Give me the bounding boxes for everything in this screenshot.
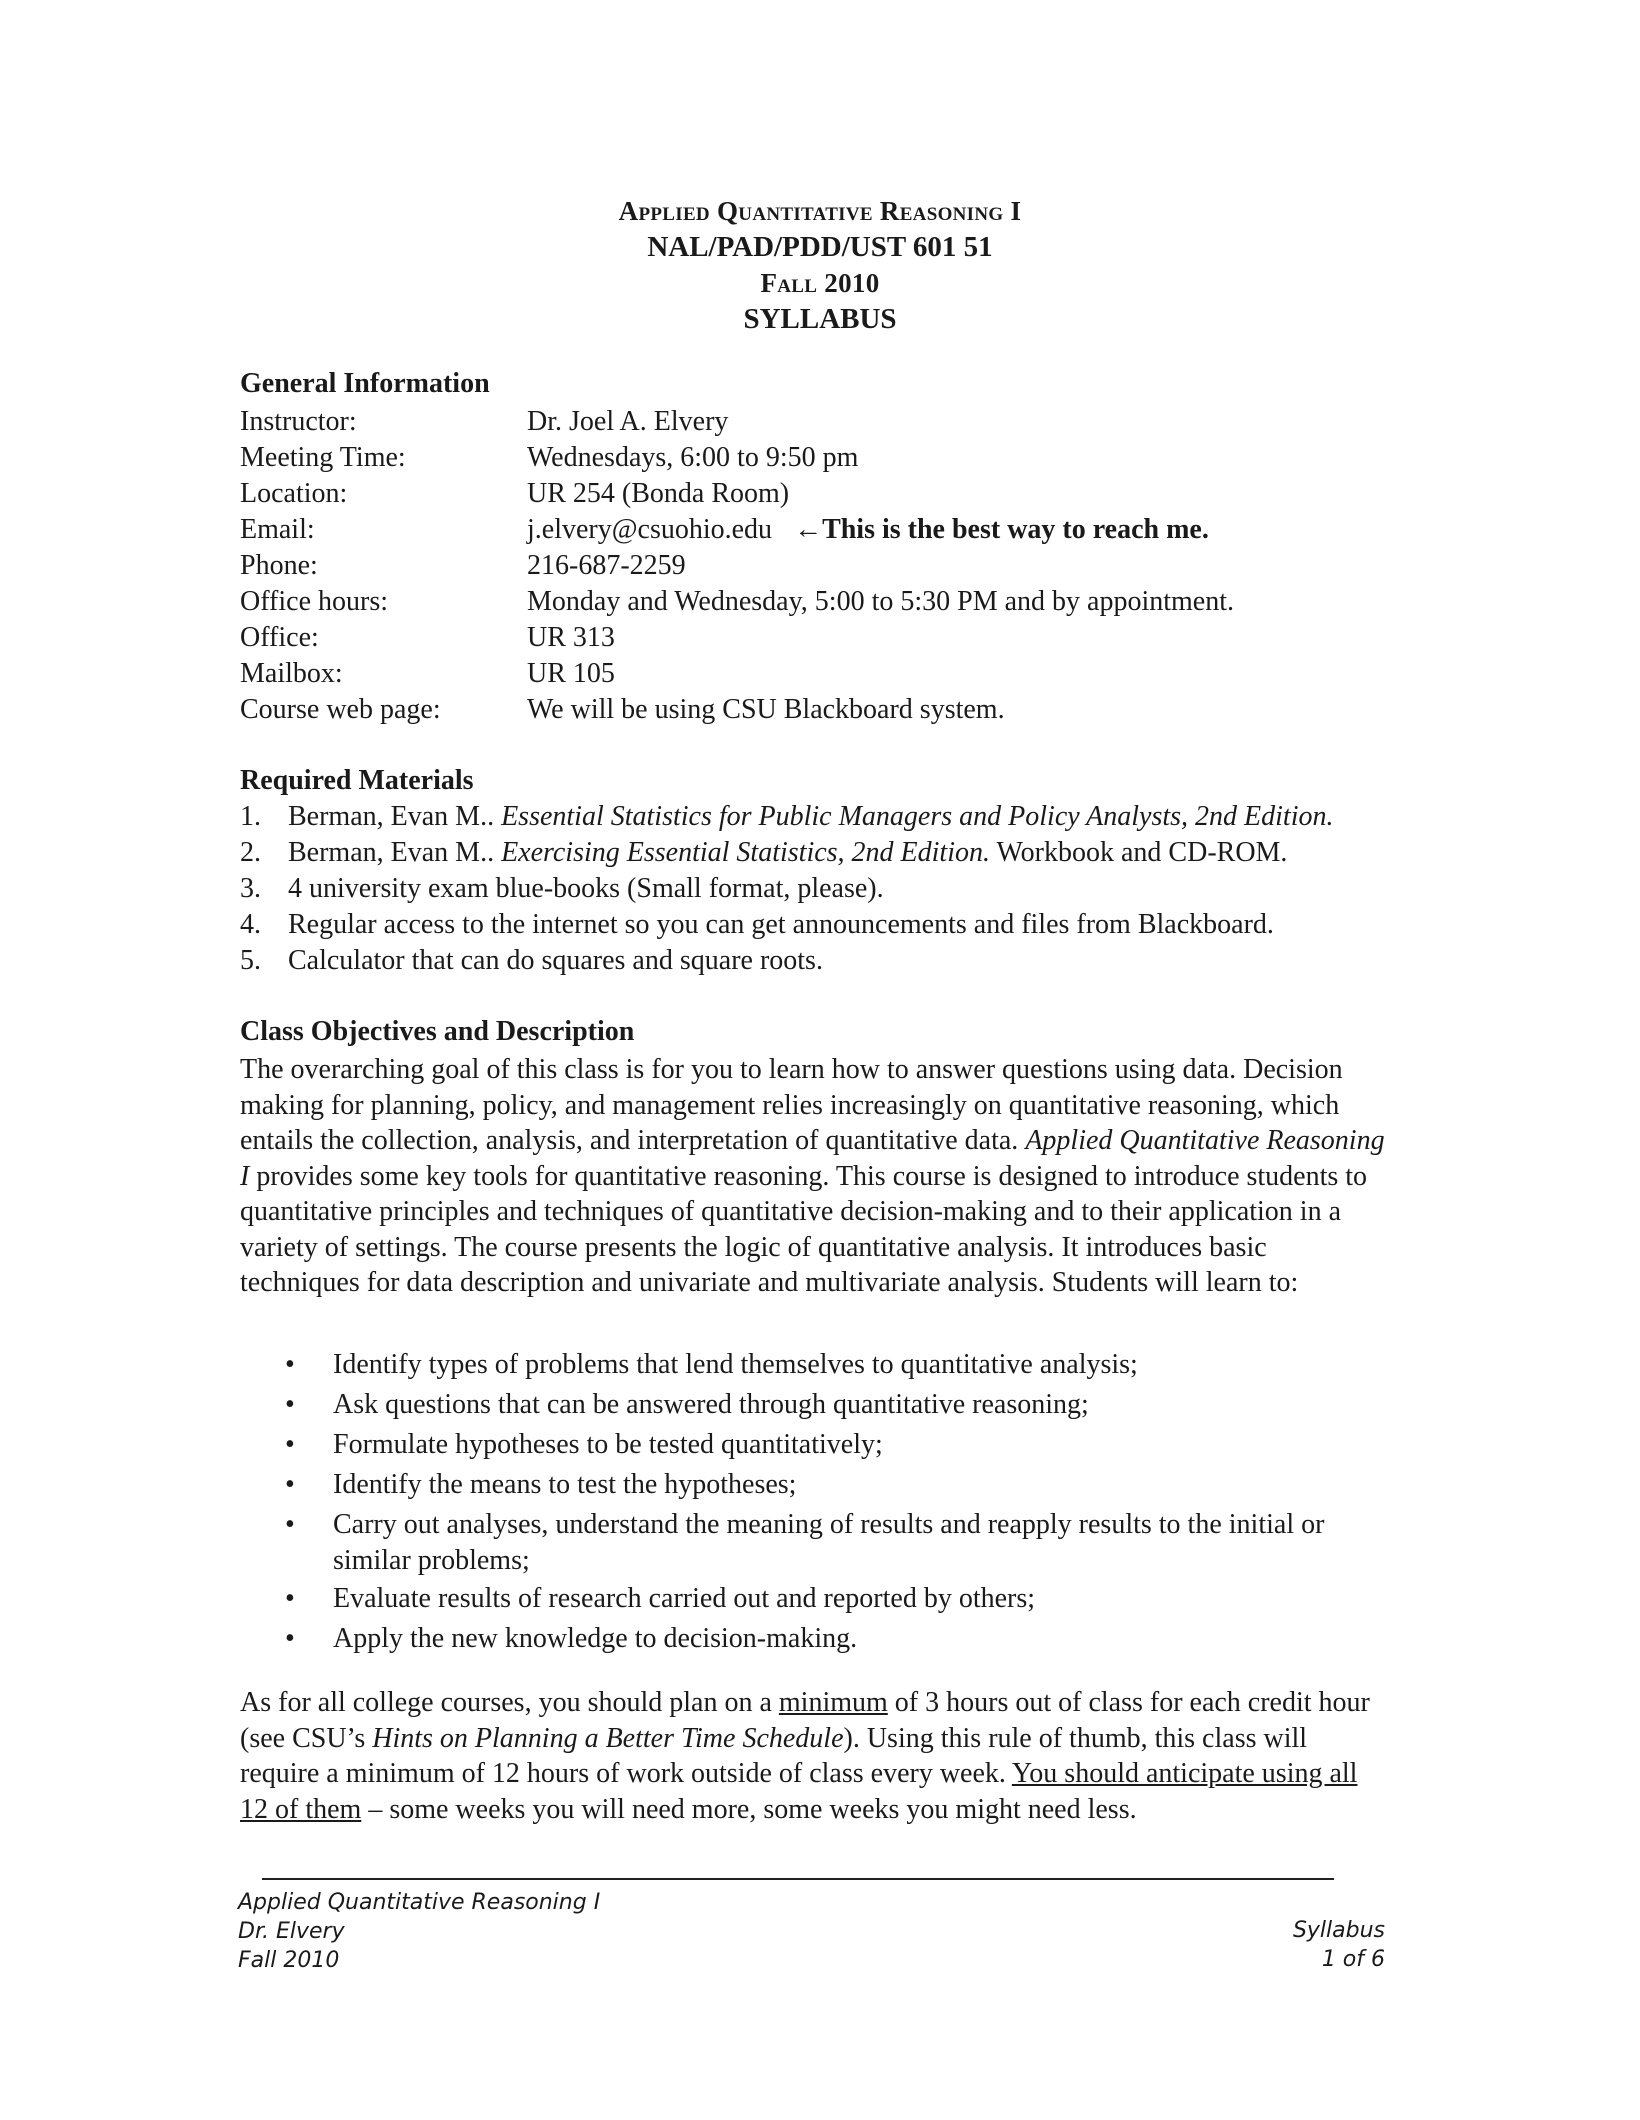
bullet-icon: • (285, 1583, 295, 1614)
bullet-text: Formulate hypotheses to be tested quantitatively; (333, 1429, 883, 1460)
info-row-mailbox (240, 658, 1440, 694)
bullet-text: Carry out analyses, understand the meaning of results and reapply results to the initial or similar problems; (333, 1509, 1325, 1576)
course-title: Applied Quantitative Reasoning I (618, 196, 1022, 226)
bullet-icon: • (285, 1429, 295, 1460)
info-label: Email: (240, 514, 315, 545)
material-text: Regular access to the internet so you can get announcements and files from Blackboard. (288, 909, 1274, 940)
material-number: 4. (240, 909, 261, 940)
info-value: We will be using CSU Blackboard system. (527, 694, 1005, 725)
info-label: Course web page: (240, 694, 441, 725)
footer-left (238, 1888, 600, 1975)
syllabus-label: SYLLABUS (743, 303, 897, 335)
workload-text: of 3 hours out of class for each credit hour (see CSU’s (240, 1687, 1370, 1754)
material-number: 5. (240, 945, 261, 976)
bullet-icon: • (285, 1469, 295, 1500)
info-row-email (240, 514, 1440, 550)
workload-paragraph (240, 1685, 1390, 1827)
objectives-heading: Class Objectives and Description (240, 1016, 635, 1047)
material-book-title: Exercising Essential Statistics, 2nd Edition. (501, 837, 990, 868)
info-row-office (240, 622, 1440, 658)
objectives-paragraph (240, 1052, 1390, 1301)
footer-divider (262, 1878, 1334, 1880)
material-book-title: Essential Statistics for Public Managers and Policy Analysts, 2nd Edition. (501, 801, 1334, 832)
bullet-icon: • (285, 1349, 295, 1380)
material-number: 3. (240, 873, 261, 904)
material-text (288, 837, 1287, 869)
footer-right (1293, 1916, 1385, 1974)
info-value: UR 313 (527, 622, 615, 653)
info-value: UR 254 (Bonda Room) (527, 478, 790, 509)
bullet-icon: • (285, 1389, 295, 1420)
material-author: Berman, Evan M.. (288, 837, 502, 868)
footer-doc-name: Syllabus (1292, 1918, 1385, 1943)
info-value: Monday and Wednesday, 5:00 to 5:30 PM and by appointment. (527, 586, 1234, 617)
material-text (288, 801, 1334, 833)
bullet-text: Apply the new knowledge to decision-making. (333, 1623, 858, 1654)
course-codes: NAL/PAD/PDD/UST 601 51 (647, 231, 993, 263)
info-value: 216-687-2259 (527, 550, 686, 581)
objectives-course-name: Applied Quantitative Reasoning I (240, 1125, 1385, 1192)
objectives-text: The overarching goal of this class is for you to learn how to answer questions using data. Decision making for planning, policy, and management relies increasingly on quantitative reasoning, which entails the collection, analysis, and interpretation of quantitative data. (240, 1054, 1343, 1156)
bullet-text: Evaluate results of research carried out and reported by others; (333, 1583, 1036, 1614)
material-text: Calculator that can do squares and square roots. (288, 945, 823, 976)
objectives-text-cont: provides some key tools for quantitative reasoning. This course is designed to introduce students to quantitative principles and techniques of quantitative decision-making and to their application in a variety of settings. The course presents the logic of quantitative analysis. It introduces basic techniques for data description and univariate and multivariate analysis. Students will learn to: (240, 1160, 1368, 1298)
material-text: 4 university exam blue-books (Small format, please). (288, 873, 884, 904)
info-row-meeting-time (240, 442, 1440, 478)
material-number: 1. (240, 801, 261, 832)
info-row-office-hours (240, 586, 1440, 622)
materials-heading: Required Materials (240, 765, 474, 796)
info-label: Phone: (240, 550, 318, 581)
info-label: Office hours: (240, 586, 388, 617)
bullet-text: Identify the means to test the hypotheses; (333, 1469, 797, 1500)
workload-emphasis: You should anticipate using all 12 of them (240, 1758, 1358, 1825)
bullet-icon: • (285, 1623, 295, 1654)
info-label: Location: (240, 478, 348, 509)
material-number: 2. (240, 837, 261, 868)
info-label: Instructor: (240, 406, 357, 437)
email-link[interactable]: j.elvery@csuohio.edu (527, 514, 773, 545)
info-row-location (240, 478, 1440, 514)
page-number: 1 of 6 (1321, 1947, 1385, 1972)
footer-term: Fall 2010 (238, 1948, 340, 1973)
term-title: Fall 2010 (760, 268, 880, 298)
workload-text: – some weeks you will need more, some weeks you might need less. (361, 1793, 1137, 1825)
bullet-text: Ask questions that can be answered through quantitative reasoning; (333, 1389, 1089, 1420)
hints-document-title: Hints on Planning a Better Time Schedule (372, 1722, 844, 1754)
info-value: UR 105 (527, 658, 615, 689)
info-label: Mailbox: (240, 658, 343, 689)
footer-instructor: Dr. Elvery (238, 1919, 345, 1944)
general-info-heading: General Information (240, 368, 490, 399)
info-row-phone (240, 550, 1440, 586)
footer-course: Applied Quantitative Reasoning I (238, 1890, 601, 1915)
workload-text: As for all college courses, you should plan on a (240, 1687, 779, 1718)
info-value-email (527, 514, 1209, 546)
bullet-icon: • (285, 1509, 295, 1540)
info-row-instructor (240, 406, 1440, 442)
workload-minimum: minimum (778, 1687, 888, 1718)
document-title-block (0, 193, 1640, 337)
bullet-text: Identify types of problems that lend themselves to quantitative analysis; (333, 1349, 1138, 1380)
material-author: Berman, Evan M.. (288, 801, 502, 832)
info-value: Dr. Joel A. Elvery (527, 406, 729, 437)
info-label: Meeting Time: (240, 442, 406, 473)
material-extra: Workbook and CD-ROM. (989, 837, 1288, 868)
info-value: Wednesdays, 6:00 to 9:50 pm (527, 442, 859, 473)
email-note: ←This is the best way to reach me. (794, 514, 1209, 545)
workload-text: ). Using this rule of thumb, this class will require a minimum of 12 hours of work outside of class every week. (240, 1722, 1308, 1789)
info-row-web-page (240, 694, 1440, 730)
info-label: Office: (240, 622, 319, 653)
